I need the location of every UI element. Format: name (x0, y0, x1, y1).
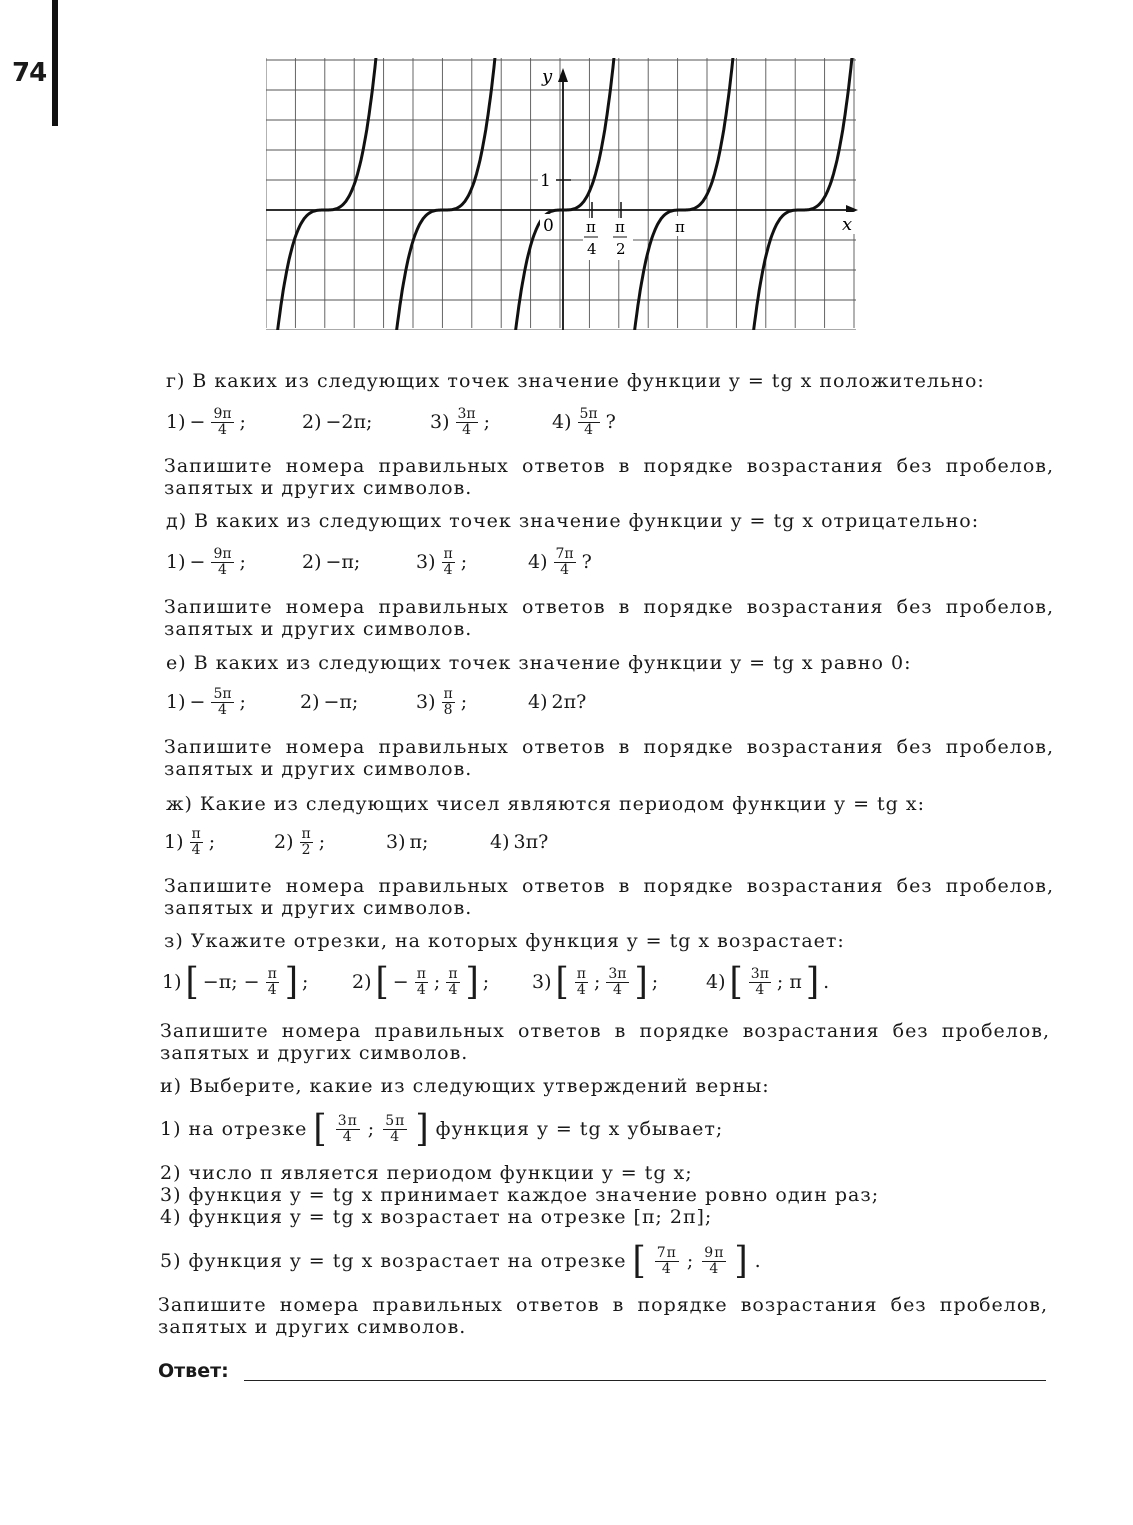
tangent-branch (634, 58, 733, 330)
question-e-options (166, 680, 866, 724)
tick-pi-label: π (675, 218, 685, 236)
option-3: 3) [ $\frac{\pi}{4}$ ; $\frac{3\pi}{4}$ ] ; (532, 960, 659, 1004)
tangent-branch (396, 58, 495, 330)
one-label: 1 (540, 171, 551, 191)
question-g-text: г) В каких из следующих точек значение функции y = tg x положительно: (166, 370, 985, 392)
statement-4: 4) функция y = tg x возрастает на отрезке [π; 2π]; (160, 1206, 713, 1228)
function-graph (266, 58, 860, 330)
option-2: 2) −2π; (302, 411, 373, 433)
x-axis-label: x (842, 214, 853, 235)
instruction-zh: Запишите номера правильных ответов в порядке возрастания без пробелов, запятых и других символов. (164, 875, 1054, 919)
y-axis-arrow (558, 68, 568, 82)
question-g-options (166, 400, 866, 444)
option-2: 2) −π; (300, 691, 359, 713)
origin-label: 0 (543, 216, 554, 236)
margin-bar (52, 0, 58, 126)
tick-pi4-num: π (586, 218, 596, 236)
y-axis-label: y (542, 66, 553, 87)
question-zh-options (164, 820, 864, 864)
grid (266, 58, 856, 330)
question-d-options (166, 540, 866, 584)
option-1: 1) − $\frac{9\pi}{4}$ ; (166, 405, 246, 438)
option-3: 3) π; (386, 831, 429, 853)
tick-pi2-num: π (615, 218, 625, 236)
option-2: 2) $\frac{\pi}{2}$ ; (274, 825, 326, 858)
option-4: 4) $\frac{5\pi}{4}$ ? (552, 405, 616, 438)
question-z-options (162, 960, 882, 1004)
statement-5: 5) функция y = tg x возрастает на отрезке [ $\frac{7\pi}{4}$ ; $\frac{9\pi}{4}$ ] . (160, 1239, 762, 1283)
tangent-branch (753, 58, 852, 330)
statement-1: 1) на отрезке [ $\frac{3\pi}{4}$ ; $\frac{5\pi}{4}$ ] функция y = tg x убывает; (160, 1107, 724, 1151)
option-4: 4) 3π? (490, 831, 549, 853)
page-number: 74 (12, 58, 47, 88)
instruction-z: Запишите номера правильных ответов в порядке возрастания без пробелов, запятых и других символов. (160, 1020, 1050, 1064)
option-4: 4) [ $\frac{3\pi}{4}$ ; π ] . (706, 960, 830, 1004)
question-i-text: и) Выберите, какие из следующих утверждений верны: (160, 1075, 770, 1097)
option-4: 4) $\frac{7\pi}{4}$ ? (528, 545, 592, 578)
answer-label: Ответ: (158, 1360, 229, 1382)
tick-pi2-den: 2 (616, 240, 626, 258)
question-d-text: д) В каких из следующих точек значение функции y = tg x отрицательно: (166, 510, 980, 532)
statement-2: 2) число π является периодом функции y = tg x; (160, 1162, 693, 1184)
option-2: 2) −π; (302, 551, 361, 573)
instruction-i: Запишите номера правильных ответов в порядке возрастания без пробелов, запятых и других символов. (158, 1294, 1048, 1338)
instruction-e: Запишите номера правильных ответов в порядке возрастания без пробелов, запятых и других символов. (164, 736, 1054, 780)
tangent-branch (277, 58, 376, 330)
question-zh-text: ж) Какие из следующих чисел являются периодом функции y = tg x: (166, 793, 925, 815)
option-1: 1) − $\frac{5\pi}{4}$ ; (166, 685, 246, 718)
question-e-text: е) В каких из следующих точек значение функции y = tg x равно 0: (166, 652, 912, 674)
option-2: 2) [ − $\frac{\pi}{4}$ ; $\frac{\pi}{4}$ ] ; (352, 960, 490, 1004)
option-1: 1) − $\frac{9\pi}{4}$ ; (166, 545, 246, 578)
instruction-d: Запишите номера правильных ответов в порядке возрастания без пробелов, запятых и других символов. (164, 596, 1054, 640)
option-3: 3) $\frac{\pi}{4}$ ; (416, 545, 468, 578)
answer-input-line[interactable] (244, 1380, 1046, 1381)
instruction-g: Запишите номера правильных ответов в порядке возрастания без пробелов, запятых и других символов. (164, 455, 1054, 499)
option-4: 4) 2π? (528, 691, 587, 713)
option-1: 1) [ −π; − $\frac{\pi}{4}$ ] ; (162, 960, 309, 1004)
question-z-text: з) Укажите отрезки, на которых функция y = tg x возрастает: (164, 930, 845, 952)
statement-3: 3) функция y = tg x принимает каждое значение ровно один раз; (160, 1184, 880, 1206)
option-3: 3) $\frac{\pi}{8}$ ; (416, 685, 468, 718)
option-1: 1) $\frac{\pi}{4}$ ; (164, 825, 216, 858)
tick-pi4-den: 4 (587, 240, 597, 258)
option-3: 3) $\frac{3\pi}{4}$ ; (430, 405, 491, 438)
